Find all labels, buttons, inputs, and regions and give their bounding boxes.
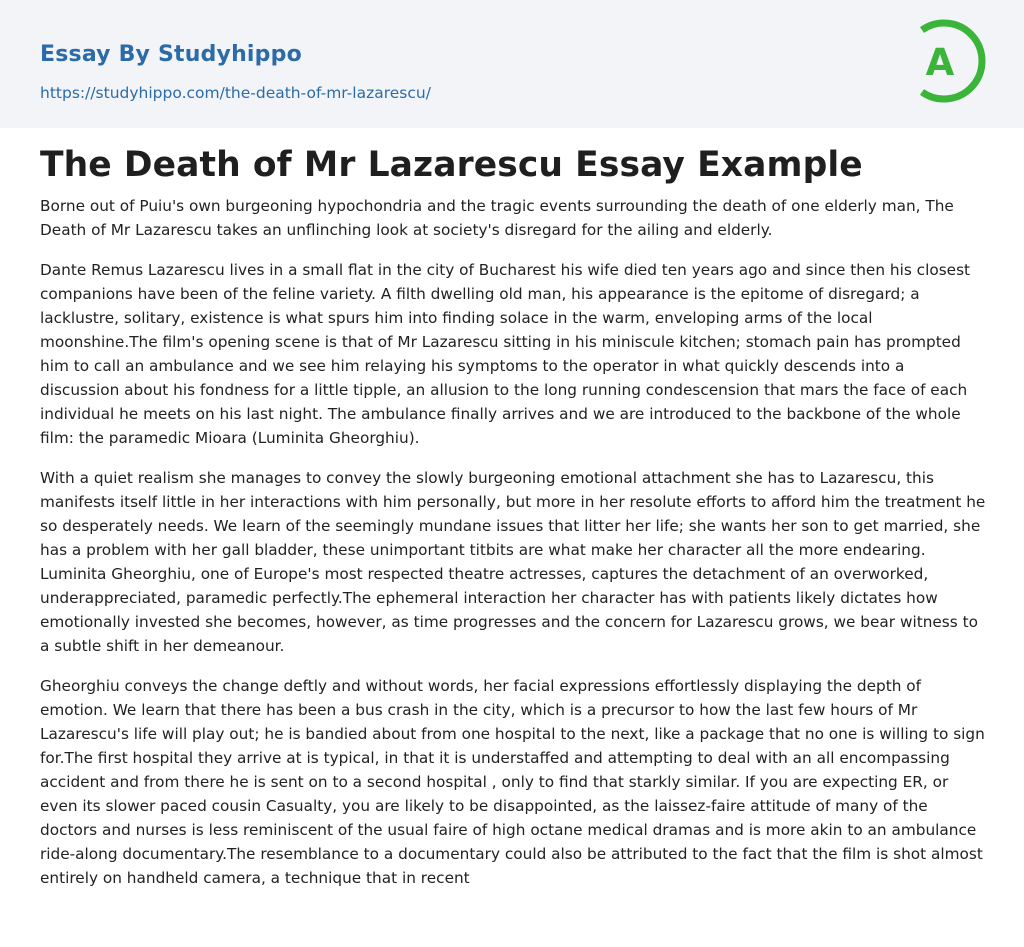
site-header [0,0,1024,128]
logo-ring-icon [910,18,988,106]
article-body [40,194,986,906]
page-url-link[interactable]: https://studyhippo.com/the-death-of-mr-lazarescu/ [40,84,431,102]
paragraph-1: Borne out of Puiu's own burgeoning hypochondria and the tragic events surrounding the death of one elderly man, The Death of Mr Lazarescu takes an unflinching look at society's disregard for the ailing and elderly. [40,197,954,239]
studyhippo-logo[interactable] [910,18,988,106]
paragraph-3: With a quiet realism she manages to convey the slowly burgeoning emotional attachment she has to Lazarescu, this manifests itself little in her interactions with him personally, but more in her resolute efforts to afford him the treatment he so desperately needs. We learn of the seemingly mundane issues that litter her life; she wants her son to get married, she has a problem with her gall bladder, these unimportant titbits are what make her character all the more endearing. Luminita Gheorghiu, one of Europe's most respected theatre actresses, captures the detachment of an overworked, underappreciated, paramedic perfectly.The ephemeral interaction her character has with patients likely dictates how emotionally invested she becomes, however, as time progresses and the concern for Lazarescu grows, we bear witness to a subtle shift in her demeanour. [40,469,986,655]
site-brand[interactable]: Essay By Studyhippo [40,42,302,67]
page-title: The Death of Mr Lazarescu Essay Example [40,145,863,185]
logo-letter: A [925,41,955,84]
paragraph-2: Dante Remus Lazarescu lives in a small flat in the city of Bucharest his wife died ten years ago and since then his closest companions have been of the feline variety. A filth dwelling old man, his appearance is the epitome of disregard; a lacklustre, solitary, existence is what spurs him into finding solace in the warm, enveloping arms of the local moonshine.The film's opening scene is that of Mr Lazarescu sitting in his miniscule kitchen; stomach pain has prompted him to call an ambulance and we see him relaying his symptoms to the operator in what quickly descends into a discussion about his fondness for a little tipple, an allusion to the long running condescension that mars the face of each individual he meets on his last night. The ambulance finally arrives and we are introduced to the backbone of the whole film: the paramedic Mioara (Luminita Gheorghiu). [40,261,971,447]
paragraph-4: Gheorghiu conveys the change deftly and without words, her facial expressions effortlessly displaying the depth of emotion. We learn that there has been a bus crash in the city, which is a precursor to how the last few hours of Mr Lazarescu's life will play out; he is bandied about from one hospital to the next, like a package that no one is willing to sign for.The first hospital they arrive at is typical, in that it is understaffed and attempting to deal with an all encompassing accident and from there he is sent on to a second hospital , only to find that starkly similar. If you are expecting ER, or even its slower paced cousin Casualty, you are likely to be disappointed, as the laissez-faire attitude of many of the doctors and nurses is less reminiscent of the usual faire of high octane medical dramas and is more akin to an ambulance ride-along documentary.The resemblance to a documentary could also be attributed to the fact that the film is shot almost entirely on handheld camera, a technique that in recent [40,677,985,887]
